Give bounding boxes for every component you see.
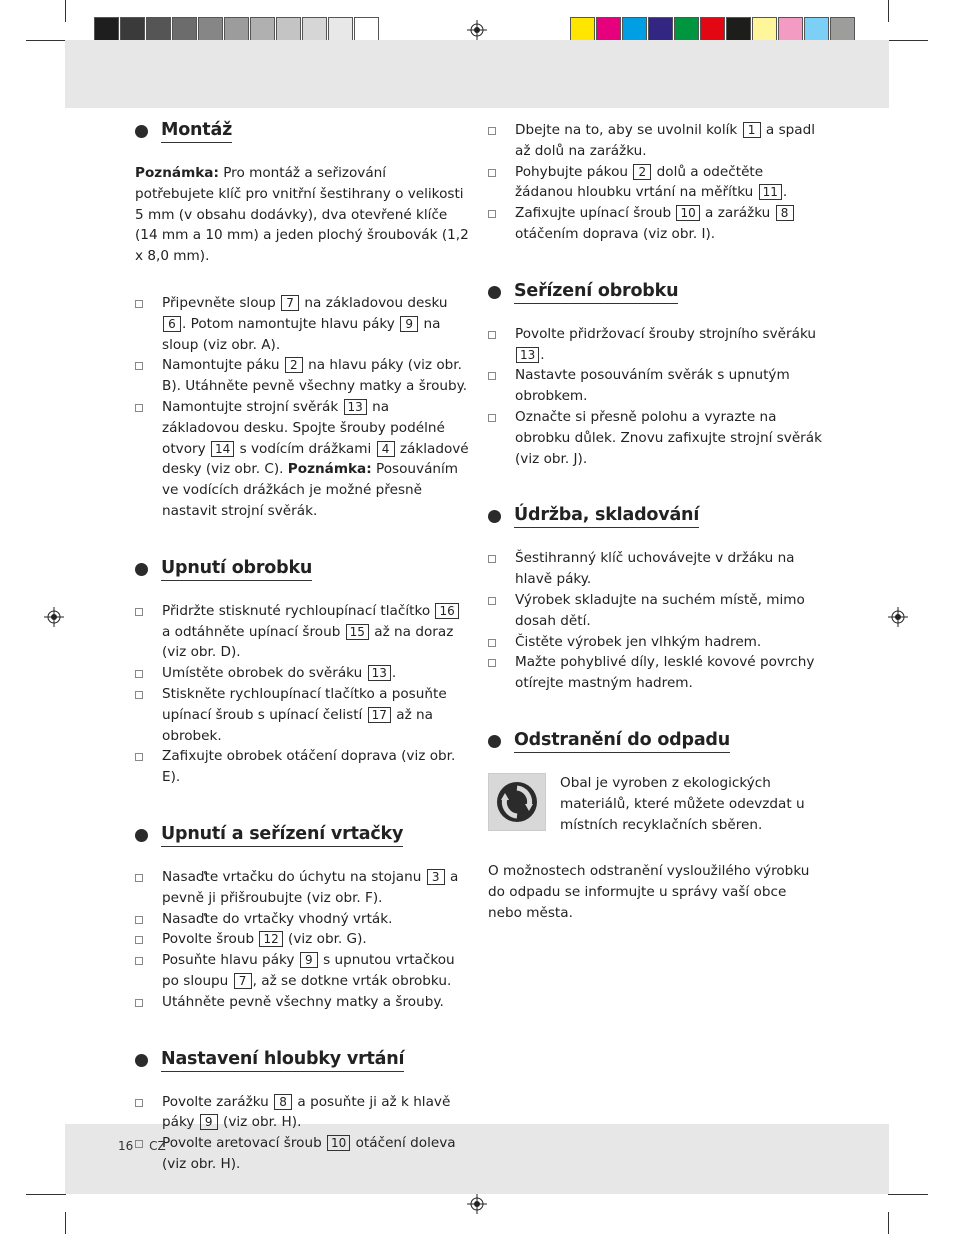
checkbox-square-icon — [135, 957, 143, 965]
item-text: na hlavu páky (viz obr. B). Utáhněte pevně všechny matky a šrouby. — [162, 357, 468, 395]
section — [135, 120, 469, 522]
color-swatch — [570, 17, 595, 42]
instruction-list — [488, 324, 822, 470]
part-number: 2 — [633, 164, 651, 180]
list-item — [488, 652, 822, 694]
part-number: 12 — [259, 931, 282, 947]
checkbox-square-icon — [488, 555, 496, 563]
note-label: Poznámka: — [135, 165, 219, 181]
item-text: na základovou desku — [300, 294, 448, 311]
item-text: a odtáhněte upínací šroub — [162, 623, 345, 640]
part-number: 15 — [346, 624, 369, 640]
section-disposal — [488, 730, 822, 924]
section-title: Upnutí a seřízení vrtačky — [161, 824, 403, 847]
item-text: Posouváním ve vodících drážkách je možné přesně nastavit strojní svěrák. — [162, 461, 459, 519]
crop-mark — [26, 40, 66, 41]
color-swatch — [830, 17, 855, 42]
note-text: Pro montáž a seřizování potřebujete klíč pro vnitřní šestihrany o velikosti 5 mm (v obsahu dodávky), dva otevřené klíče (14 mm a 10 mm) a jeden plochý šroubovák (1,2 x 8,0 mm). — [135, 165, 469, 265]
item-text: Přidržte stisknuté rychloupínací tlačítko — [162, 602, 435, 619]
page-footer — [118, 1139, 178, 1153]
color-swatch-strip — [570, 17, 856, 42]
part-number: 9 — [400, 316, 418, 332]
list-item — [488, 120, 822, 162]
item-text: Namontujte páku — [162, 357, 284, 374]
list-item — [135, 663, 469, 684]
item-text: a pevně ji přišroubujte (viz obr. F). — [162, 868, 459, 906]
item-text: (viz obr. H). — [218, 1114, 302, 1131]
registration-mark-icon — [467, 20, 487, 40]
list-item — [135, 746, 469, 788]
color-swatch — [276, 17, 301, 42]
part-number: 13 — [368, 665, 391, 681]
crop-mark — [26, 1194, 66, 1195]
item-text: až na obrobek. — [162, 706, 433, 744]
item-text: . Potom namontujte hlavu páky — [182, 315, 400, 332]
list-item — [135, 355, 469, 397]
color-swatch — [700, 17, 725, 42]
item-text: Umístěte obrobek do svěráku — [162, 665, 367, 682]
checkbox-square-icon — [135, 916, 143, 924]
color-swatch — [146, 17, 171, 42]
section-heading — [488, 730, 822, 753]
checkbox-square-icon — [135, 753, 143, 761]
part-number: 11 — [759, 184, 782, 200]
section-title: Seřízení obrobku — [514, 281, 678, 304]
part-number: 10 — [327, 1135, 350, 1151]
part-number: 16 — [435, 603, 458, 619]
part-number: 8 — [776, 205, 794, 221]
item-text: Výrobek skladujte na suchém místě, mimo dosah dětí. — [515, 591, 805, 629]
list-item — [488, 548, 822, 590]
color-swatch — [120, 17, 145, 42]
color-swatch — [94, 17, 119, 42]
header-band — [65, 40, 889, 108]
list-item — [488, 324, 822, 366]
color-swatch — [752, 17, 777, 42]
color-swatch — [648, 17, 673, 42]
item-text: Čistěte výrobek jen vlhkým hadrem. — [515, 633, 762, 650]
list-item — [135, 992, 469, 1013]
crop-mark — [888, 1194, 928, 1195]
color-swatch — [198, 17, 223, 42]
item-text: Zafixujte upínací šroub — [515, 205, 676, 222]
color-swatch — [622, 17, 647, 42]
part-number: 9 — [300, 952, 318, 968]
color-swatch — [354, 17, 379, 42]
section-heading — [135, 120, 469, 143]
item-text: a spadl až dolů na zarážku. — [515, 122, 816, 159]
section-title: Upnutí obrobku — [161, 558, 312, 581]
checkbox-square-icon — [488, 210, 496, 218]
checkbox-square-icon — [135, 608, 143, 616]
part-number: 13 — [344, 399, 367, 415]
grayscale-swatch-strip — [94, 17, 380, 42]
section-heading — [135, 824, 469, 847]
checkbox-square-icon — [135, 300, 143, 308]
list-item — [488, 162, 822, 204]
item-text: Namontujte strojní svěrák — [162, 398, 343, 415]
item-text: až na doraz (viz obr. D). — [162, 623, 454, 661]
part-number: 2 — [285, 357, 303, 373]
section — [488, 120, 822, 245]
instruction-list — [135, 1092, 469, 1175]
color-swatch — [804, 17, 829, 42]
item-text: Povolte přidržovací šrouby strojního svěráku — [515, 325, 817, 342]
instruction-list — [135, 601, 469, 788]
item-text: Dbejte na to, aby se uvolnil kolík — [515, 122, 742, 138]
color-swatch — [674, 17, 699, 42]
packaging-text: Obal je vyroben z ekologických materiálů, které můžete odevzdat u místních recyklačních sběren. — [560, 774, 805, 833]
list-item — [135, 909, 469, 930]
item-text: , až se dotkne vrták obrobku. — [252, 972, 452, 989]
section-heading — [135, 558, 469, 581]
item-text: Stiskněte rychloupínací tlačítko a posuňte upínací šroub s upínací čelistí — [162, 685, 447, 723]
bullet-dot-icon — [488, 735, 501, 748]
checkbox-square-icon — [135, 362, 143, 370]
item-text: Nasaďte vrtačku do úchytu na stojanu — [162, 868, 426, 885]
item-text: Připevněte sloup — [162, 294, 281, 311]
part-number: 17 — [368, 707, 391, 723]
item-text: a zarážku — [700, 205, 775, 222]
item-text: otáčení doleva (viz obr. H). — [162, 1135, 456, 1172]
item-text: Povolte zarážku — [162, 1093, 274, 1110]
item-text: . — [391, 665, 397, 682]
section-heading — [488, 281, 822, 304]
item-text: Povolte aretovací šroub — [162, 1135, 327, 1152]
instruction-list — [135, 867, 469, 1013]
checkbox-square-icon — [488, 597, 496, 605]
part-number: 13 — [516, 347, 539, 363]
section-title: Odstranění do odpadu — [514, 730, 730, 753]
checkbox-square-icon — [135, 404, 143, 412]
item-text: Zafixujte obrobek otáčení doprava (viz obr. E). — [162, 748, 456, 786]
part-number: 8 — [274, 1094, 292, 1110]
list-item — [135, 929, 469, 950]
list-item — [488, 590, 822, 632]
list-item — [135, 397, 469, 522]
section — [135, 1049, 469, 1175]
item-text: . — [782, 184, 788, 201]
instruction-list — [488, 548, 822, 694]
crop-mark — [888, 1212, 889, 1234]
section-heading — [135, 1049, 469, 1072]
bullet-dot-icon — [488, 510, 501, 523]
item-text: Mažte pohyblivé díly, lesklé kovové povrchy otírejte mastným hadrem. — [515, 654, 815, 692]
list-item — [488, 632, 822, 653]
color-swatch — [596, 17, 621, 42]
checkbox-square-icon — [488, 127, 496, 135]
checkbox-square-icon — [135, 874, 143, 882]
part-number: 10 — [676, 205, 699, 221]
list-item — [135, 684, 469, 746]
list-item — [135, 867, 469, 909]
checkbox-square-icon — [135, 999, 143, 1007]
item-text: Nastavte posouváním svěrák s upnutým obrobkem. — [515, 367, 790, 405]
part-number: 4 — [377, 441, 395, 457]
item-text: s upnutou vrtačkou po sloupu — [162, 952, 455, 989]
part-number: 9 — [200, 1114, 218, 1130]
crop-mark — [65, 1212, 66, 1234]
crop-mark — [65, 0, 66, 22]
section — [135, 558, 469, 788]
instruction-list — [135, 293, 469, 522]
item-text: . — [540, 346, 545, 363]
color-swatch — [172, 17, 197, 42]
checkbox-square-icon — [488, 414, 496, 422]
color-swatch — [726, 17, 751, 42]
part-number: 1 — [743, 122, 761, 138]
left-column — [135, 120, 469, 1211]
checkbox-square-icon — [488, 639, 496, 647]
list-item — [135, 293, 469, 355]
page-number: 16 — [118, 1139, 134, 1153]
color-swatch — [224, 17, 249, 42]
color-swatch — [250, 17, 275, 42]
section-title: Montáž — [161, 120, 232, 143]
item-text: Nasaďte do vrtačky vhodný vrták. — [162, 910, 393, 927]
registration-mark-icon — [467, 1194, 487, 1214]
item-text: s vodícím drážkami — [235, 440, 376, 457]
list-item — [488, 203, 822, 245]
item-text: základové desky (viz obr. C). — [162, 440, 469, 478]
section — [488, 505, 822, 694]
item-text: na sloup (viz obr. A). — [162, 315, 441, 353]
section — [488, 281, 822, 470]
crop-mark — [888, 40, 928, 41]
item-text: Označte si přesně polohu a vyrazte na obrobku důlek. Znovu zafixujte strojní svěrák (viz obr. J). — [515, 408, 822, 467]
bullet-dot-icon — [135, 125, 148, 138]
item-text: Posuňte hlavu páky — [162, 952, 299, 969]
item-text: Povolte šroub — [162, 931, 259, 948]
item-text: Pohybujte pákou — [515, 163, 633, 180]
part-number: 6 — [163, 316, 181, 332]
color-swatch — [302, 17, 327, 42]
section-heading — [488, 505, 822, 528]
checkbox-square-icon — [135, 1099, 143, 1107]
checkbox-square-icon — [135, 936, 143, 944]
color-swatch — [328, 17, 353, 42]
part-number: 7 — [234, 973, 252, 989]
item-text: dolů a odečtěte žádanou hloubku vrtání na měřítku — [515, 163, 764, 201]
list-item — [135, 601, 469, 663]
part-number: 7 — [281, 295, 299, 311]
bullet-dot-icon — [135, 563, 148, 576]
packaging-info — [488, 773, 822, 835]
checkbox-square-icon — [488, 169, 496, 177]
checkbox-square-icon — [488, 659, 496, 667]
list-item — [488, 365, 822, 407]
bullet-dot-icon — [135, 829, 148, 842]
right-column — [488, 120, 822, 960]
item-text: (viz obr. G). — [283, 931, 367, 948]
checkbox-square-icon — [488, 372, 496, 380]
note-paragraph — [135, 163, 469, 267]
note-label: Poznámka: — [287, 461, 372, 478]
bullet-dot-icon — [135, 1054, 148, 1067]
item-text: na základovou desku. Spojte šrouby podélné otvory — [162, 398, 445, 457]
item-text: a posuňte ji až k hlavě páky — [162, 1093, 451, 1131]
list-item — [135, 1092, 469, 1134]
disposal-paragraph: O možnostech odstranění vysloužilého výrobku do odpadu se informujte u správy vaší obce nebo města. — [488, 863, 810, 921]
bullet-dot-icon — [488, 286, 501, 299]
registration-mark-icon — [44, 607, 64, 627]
checkbox-square-icon — [488, 331, 496, 339]
section-title: Nastavení hloubky vrtání — [161, 1049, 404, 1072]
checkbox-square-icon — [135, 670, 143, 678]
section — [135, 824, 469, 1013]
item-text: Šestihranný klíč uchovávejte v držáku na hlavě páky. — [515, 550, 795, 588]
checkbox-square-icon — [135, 691, 143, 699]
item-text: Utáhněte pevně všechny matky a šrouby. — [162, 993, 444, 1010]
item-text: otáčením doprava (viz obr. I). — [515, 225, 716, 242]
part-number: 14 — [211, 441, 234, 457]
section-title: Údržba, skladování — [514, 505, 699, 528]
language-code: CZ — [149, 1139, 166, 1153]
list-item — [135, 950, 469, 992]
part-number: 3 — [427, 869, 445, 885]
list-item — [135, 1133, 469, 1175]
recycling-arrows-icon — [488, 773, 546, 831]
list-item — [488, 407, 822, 469]
registration-mark-icon — [888, 607, 908, 627]
color-swatch — [778, 17, 803, 42]
crop-mark — [888, 0, 889, 22]
instruction-list — [488, 120, 822, 245]
